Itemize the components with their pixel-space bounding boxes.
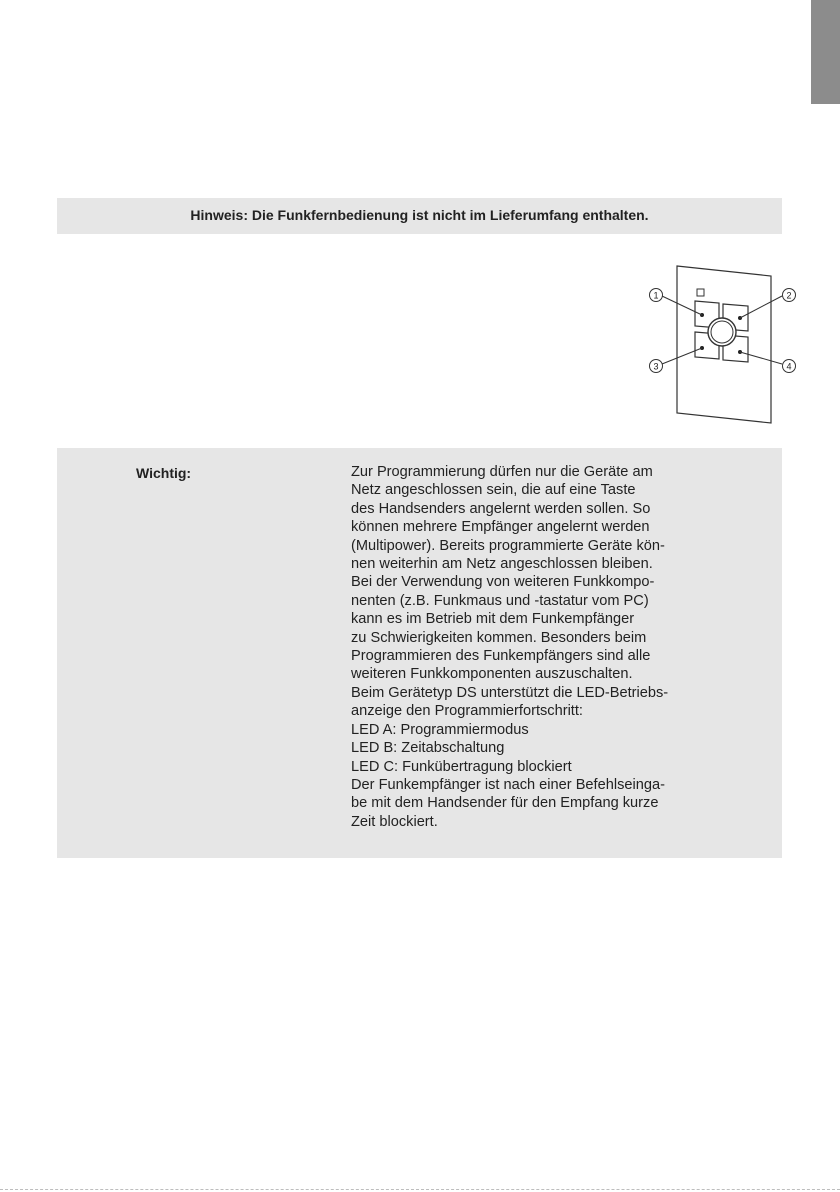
remote-led [697,289,704,296]
callout-label-2: 2 [786,290,792,301]
important-line: Netz angeschlossen sein, die auf eine Taste [351,482,636,499]
important-line: Der Funkempfänger ist nach einer Befehlseinga- [351,776,665,793]
important-line: LED C: Funkübertragung blockiert [351,758,572,775]
hint-box [57,198,782,234]
important-line: weiteren Funkkomponenten auszuschalten. [351,666,633,683]
important-line: zu Schwierigkeiten kommen. Besonders beim [351,629,647,646]
important-line: Zur Programmierung dürfen nur die Geräte am [351,464,653,480]
page-bottom-rule [0,1189,840,1190]
important-body [351,463,721,831]
important-line: kann es im Betrieb mit dem Funkempfänger [351,611,635,628]
important-line: Beim Gerätetyp DS unterstützt die LED-Betriebs- [351,684,669,701]
important-line: anzeige den Programmierfortschritt: [351,703,583,720]
important-line: Programmieren des Funkempfängers sind alle [351,648,651,665]
hint-text: Hinweis: Die Funkfernbedienung ist nicht im Lieferumfang enthalten. [190,207,649,223]
callout-label-3: 3 [653,361,659,372]
important-label: Wichtig: [136,465,192,481]
callout-label-4: 4 [786,361,792,372]
language-tab [811,0,840,104]
important-line: des Handsenders angelernt werden sollen. So [351,500,651,517]
important-box [57,448,782,858]
important-line: LED B: Zeitabschaltung [351,740,505,757]
important-line: nenten (z.B. Funkmaus und -tastatur vom PC) [351,592,649,609]
important-line: LED A: Programmiermodus [351,721,529,738]
important-line: Zeit blockiert. [351,813,438,830]
callout-label-1: 1 [653,290,659,301]
important-line: Bei der Verwendung von weiteren Funkkompo- [351,574,655,591]
important-line: be mit dem Handsender für den Empfang kurze [351,795,659,812]
important-line: nen weiterhin am Netz angeschlossen bleiben. [351,556,653,573]
important-line: können mehrere Empfänger angelernt werden [351,519,650,536]
remote-control-diagram [640,262,800,432]
important-line: (Multipower). Bereits programmierte Geräte kön- [351,537,665,554]
